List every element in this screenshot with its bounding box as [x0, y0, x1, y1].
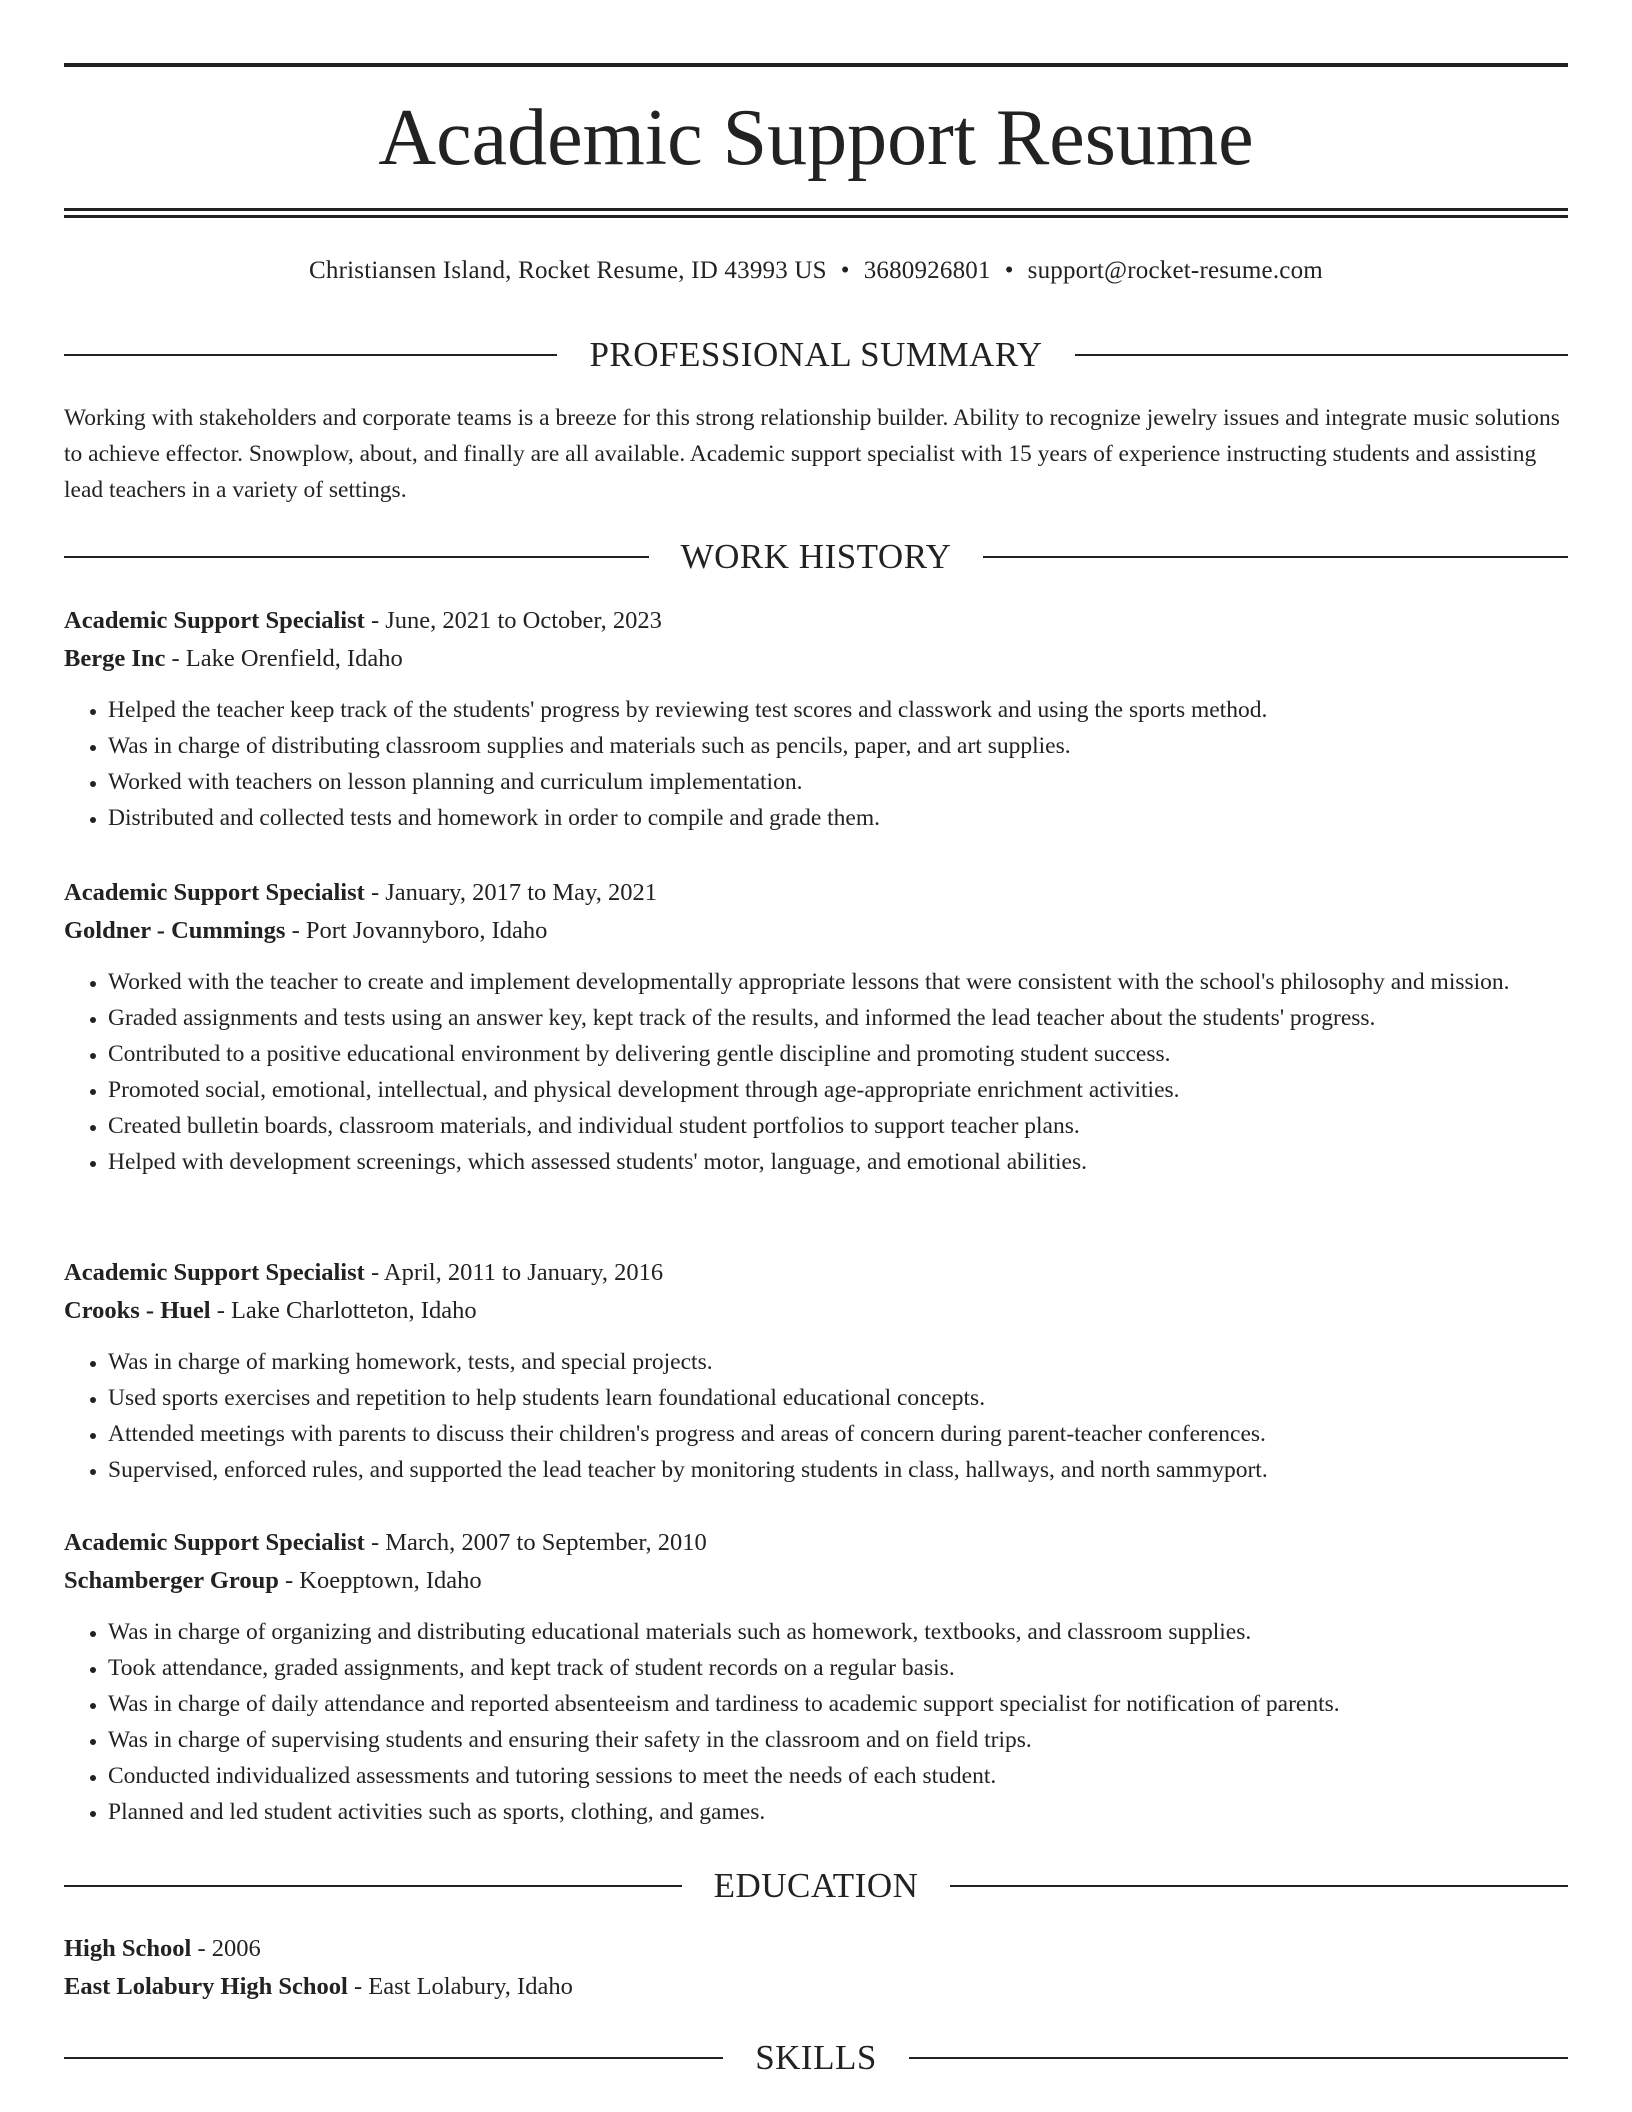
heading-rule: [64, 556, 649, 558]
section-title: EDUCATION: [713, 1866, 919, 1905]
heading-rule: [64, 1885, 682, 1887]
job-location: - Lake Charlotteton, Idaho: [210, 1297, 477, 1324]
job-entry: [64, 1524, 1568, 1830]
education-entry: [64, 1930, 1568, 2006]
section-heading-skills: [64, 2036, 1568, 2080]
education-school: East Lolabury High School: [64, 1973, 348, 2000]
job-entry: [64, 874, 1568, 1180]
job-company: Crooks - Huel: [64, 1297, 211, 1324]
resume-page: [64, 0, 1568, 2077]
job-bullet: • Supervised, enforced rules, and supported the lead teacher by monitoring students in class, hallways, and north sammyport.: [108, 1452, 1568, 1488]
summary-paragraph: Working with stakeholders and corporate teams is a breeze for this strong relationship builder. Ability to recognize jewelry issues and integrate music solutions to achieve effector. Snowplow, about, and finally are all available. Academic support specialist with 15 years of experience instructing students and assisting lead teachers in a variety of settings.: [64, 405, 1560, 503]
job-bullet: • Attended meetings with parents to discuss their children's progress and areas of concern during parent-teacher conferences.: [108, 1416, 1568, 1452]
job-dates: - March, 2007 to September, 2010: [364, 1529, 707, 1556]
job-title: Academic Support Specialist: [64, 879, 365, 906]
education-degree: High School: [64, 1935, 192, 1962]
job-bullet: • Was in charge of supervising students and ensuring their safety in the classroom and on field trips.: [108, 1722, 1568, 1758]
job-bullet: • Was in charge of daily attendance and reported absenteeism and tardiness to academic support specialist for notification of parents.: [108, 1686, 1568, 1722]
section-title: WORK HISTORY: [680, 537, 952, 576]
job-bullets: [64, 1614, 1568, 1830]
heading-rule: [950, 1885, 1568, 1887]
title-rule-upper: [64, 208, 1568, 211]
heading-rule: [64, 354, 557, 356]
job-bullet: • Planned and led student activities such as sports, clothing, and games.: [108, 1794, 1568, 1830]
job-bullet: • Conducted individualized assessments and tutoring sessions to meet the needs of each student.: [108, 1758, 1568, 1794]
job-bullet: • Helped with development screenings, which assessed students' motor, language, and emotional abilities.: [108, 1144, 1568, 1180]
job-title: Academic Support Specialist: [64, 1259, 365, 1286]
job-location: - Port Jovannyboro, Idaho: [285, 917, 548, 944]
job-location: - Lake Orenfield, Idaho: [165, 645, 403, 672]
contact-address: Christiansen Island, Rocket Resume, ID 43993 US: [309, 257, 827, 284]
section-title: SKILLS: [755, 2038, 877, 2077]
heading-rule: [1075, 354, 1568, 356]
contact-email: support@rocket-resume.com: [1027, 257, 1323, 284]
job-dates: - January, 2017 to May, 2021: [364, 879, 657, 906]
job-bullet: • Worked with teachers on lesson planning and curriculum implementation.: [108, 764, 1568, 800]
job-entry: [64, 602, 1568, 836]
job-dates: - June, 2021 to October, 2023: [364, 607, 662, 634]
job-entry: [64, 1254, 1568, 1488]
job-bullets: [64, 1344, 1568, 1488]
job-company: Goldner - Cummings: [64, 917, 286, 944]
heading-rule: [909, 2057, 1568, 2059]
job-bullet: • Created bulletin boards, classroom materials, and individual student portfolios to support teacher plans.: [108, 1108, 1568, 1144]
section-title: PROFESSIONAL SUMMARY: [589, 335, 1043, 374]
section-heading-summary: [64, 333, 1568, 377]
contact-separator: •: [840, 257, 850, 284]
job-bullets: [64, 964, 1568, 1180]
job-bullets: [64, 692, 1568, 836]
job-bullet: • Was in charge of marking homework, tests, and special projects.: [108, 1344, 1568, 1380]
top-rule: [64, 63, 1568, 67]
page-title: Academic Support Resume: [378, 94, 1254, 182]
job-bullet: • Helped the teacher keep track of the students' progress by reviewing test scores and classwork and using the sports method.: [108, 692, 1568, 728]
job-bullet: • Took attendance, graded assignments, and kept track of student records on a regular basis.: [108, 1650, 1568, 1686]
job-bullet: • Used sports exercises and repetition to help students learn foundational educational concepts.: [108, 1380, 1568, 1416]
section-heading-work-history: [64, 535, 1568, 579]
job-bullet: • Promoted social, emotional, intellectual, and physical development through age-appropriate enrichment activities.: [108, 1072, 1568, 1108]
job-bullet: • Graded assignments and tests using an answer key, kept track of the results, and informed the lead teacher about the students' progress.: [108, 1000, 1568, 1036]
education-year: - 2006: [191, 1935, 261, 1962]
job-bullet: • Was in charge of distributing classroom supplies and materials such as pencils, paper, and art supplies.: [108, 728, 1568, 764]
contact-separator: •: [1004, 257, 1014, 284]
job-bullet: • Was in charge of organizing and distributing educational materials such as homework, textbooks, and classroom supplies.: [108, 1614, 1568, 1650]
job-location: - Koepptown, Idaho: [278, 1567, 482, 1594]
education-location: - East Lolabury, Idaho: [347, 1973, 573, 2000]
job-company: Berge Inc: [64, 645, 166, 672]
heading-rule: [64, 2057, 723, 2059]
job-bullet: • Contributed to a positive educational environment by delivering gentle discipline and promoting student success.: [108, 1036, 1568, 1072]
job-company: Schamberger Group: [64, 1567, 279, 1594]
contact-phone: 3680926801: [863, 257, 991, 284]
job-title: Academic Support Specialist: [64, 1529, 365, 1556]
job-bullet: • Distributed and collected tests and homework in order to compile and grade them.: [108, 800, 1568, 836]
job-title: Academic Support Specialist: [64, 607, 365, 634]
job-dates: - April, 2011 to January, 2016: [364, 1259, 664, 1286]
heading-rule: [983, 556, 1568, 558]
section-heading-education: [64, 1864, 1568, 1908]
title-rule-lower: [64, 215, 1568, 218]
contact-line: [64, 254, 1568, 288]
job-bullet: • Worked with the teacher to create and implement developmentally appropriate lessons that were consistent with the school's philosophy and mission.: [108, 964, 1568, 1000]
